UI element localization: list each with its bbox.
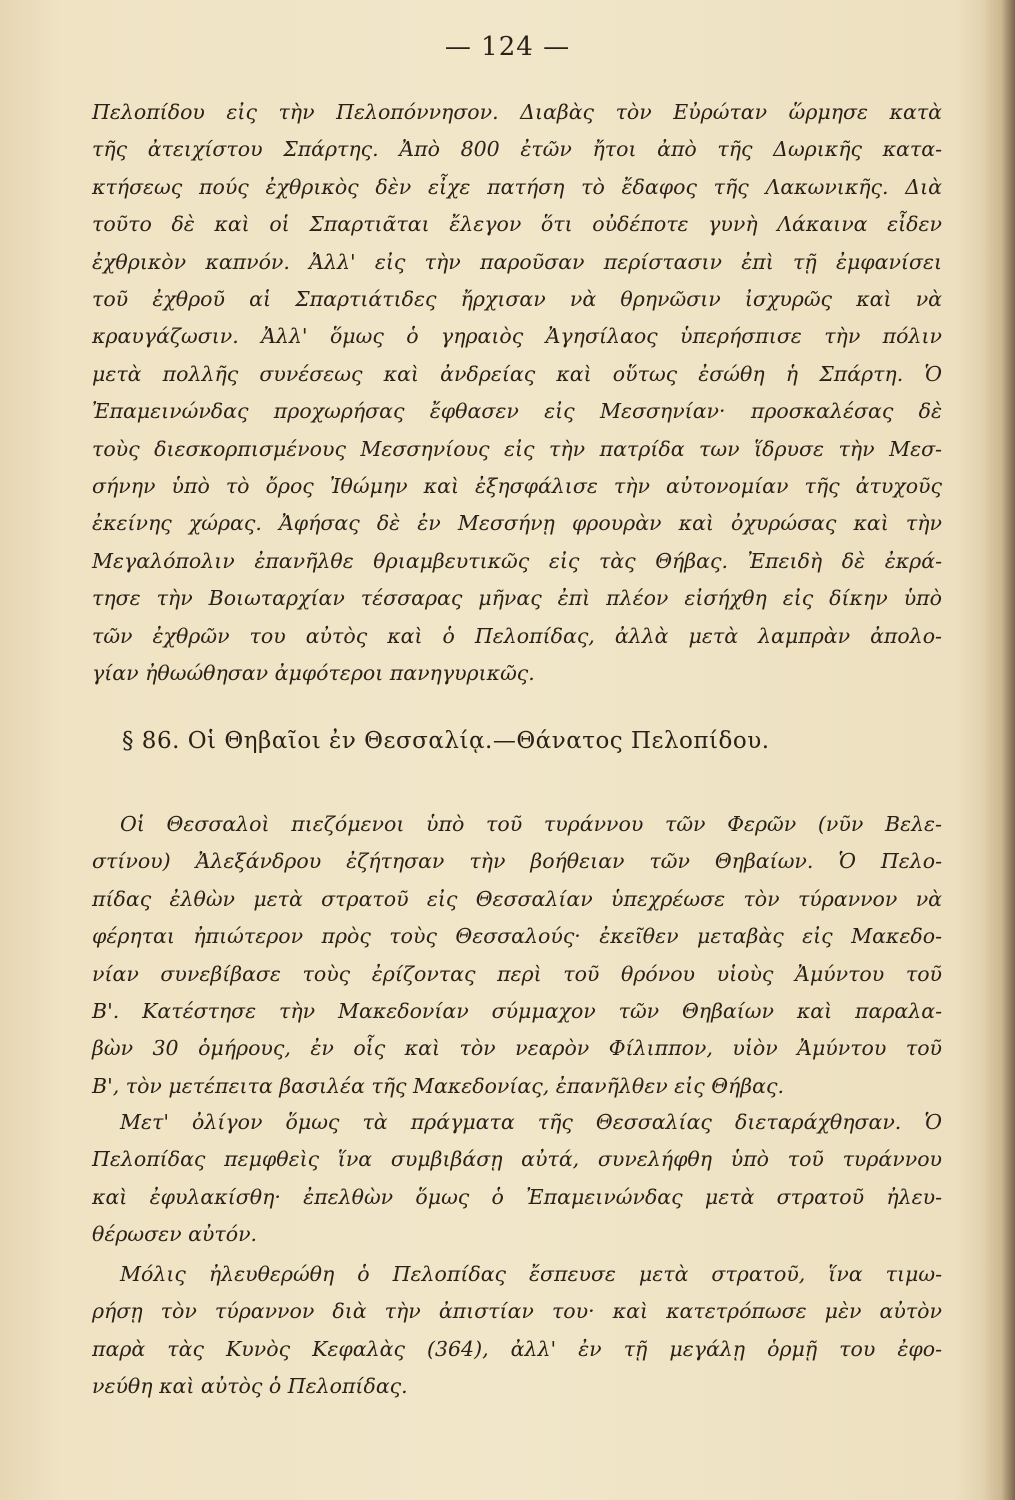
page-edge-shadow [981,0,1015,1500]
section-heading: § 86. Οἱ Θηβαῖοι ἐν Θεσσαλίᾳ.—Θάνατος Πελοπίδου. [122,728,770,754]
text-line: τοὺς διεσκορπισμένους Μεσσηνίους εἰς τὴν πατρίδα των ἵδρυσε τὴν Μεσ- [92,436,942,461]
text-line: παρὰ τὰς Κυνὸς Κεφαλὰς (364), ἀλλ' ἐν τῇ μεγάλῃ ὁρμῇ του ἐφο- [92,1336,942,1361]
text-line: τῶν ἐχθρῶν του αὐτὸς καὶ ὁ Πελοπίδας, ἀλλὰ μετὰ λαμπρὰν ἀπολο- [92,623,942,648]
paragraph-1 [92,94,942,693]
text-line: Β'. Κατέστησε τὴν Μακεδονίαν σύμμαχον τῶν Θηβαίων καὶ παραλα- [92,999,942,1024]
text-line: ἐχθρικὸν καπνόν. Ἀλλ' εἰς τὴν παροῦσαν περίστασιν ἐπὶ τῇ ἐμφανίσει [92,249,942,274]
text-line: Ἐπαμεινώνδας προχωρήσας ἔφθασεν εἰς Μεσσηνίαν· προσκαλέσας δὲ [92,399,942,424]
text-line: καὶ ἐφυλακίσθη· ἐπελθὼν ὅμως ὁ Ἐπαμεινώνδας μετὰ στρατοῦ ἠλευ- [92,1184,942,1209]
text-line: τοῦτο δὲ καὶ οἱ Σπαρτιᾶται ἔλεγον ὅτι οὐδέποτε γυνὴ Λάκαινα εἶδεν [92,212,942,237]
paragraph-2 [92,806,942,1105]
text-line: τοῦ ἐχθροῦ αἱ Σπαρτιάτιδες ἤρχισαν νὰ θρηνῶσιν ἰσχυρῶς καὶ νὰ [92,287,942,312]
text-line: νεύθη καὶ αὐτὸς ὁ Πελοπίδας. [92,1374,408,1399]
text-line: θέρωσεν αὐτόν. [92,1222,258,1247]
text-line: γίαν ἠθωώθησαν ἀμφότεροι πανηγυρικῶς. [92,661,535,686]
text-line: κραυγάζωσιν. Ἀλλ' ὅμως ὁ γηραιὸς Ἀγησίλαος ὑπερήσπισε τὴν πόλιν [92,324,942,349]
page-number: — 124 — [444,32,571,62]
text-line: Πελοπίδου εἰς τὴν Πελοπόννησον. Διαβὰς τὸν Εὐρώταν ὥρμησε κατὰ [92,100,942,124]
text-line: Μόλις ἠλευθερώθη ὁ Πελοπίδας ἔσπευσε μετὰ στρατοῦ, ἵνα τιμω- [120,1262,942,1286]
text-line: Μεγαλόπολιν ἐπανῆλθε θριαμβευτικῶς εἰς τὰς Θήβας. Ἐπειδὴ δὲ ἐκρά- [92,548,942,573]
text-line: τῆς ἀτειχίστου Σπάρτης. Ἀπὸ 800 ἐτῶν ἤτοι ἀπὸ τῆς Δωρικῆς κατα- [92,137,942,162]
text-line: πίδας ἐλθὼν μετὰ στρατοῦ εἰς Θεσσαλίαν ὑπεχρέωσε τὸν τύραννον νὰ [92,886,942,911]
text-line: ρήσῃ τὸν τύραννον διὰ τὴν ἀπιστίαν του· καὶ κατετρόπωσε μὲν αὐτὸν [92,1299,942,1324]
text-line: σήνην ὑπὸ τὸ ὄρος Ἰθώμην καὶ ἐξησφάλισε τὴν αὐτονομίαν τῆς ἀτυχοῦς [92,474,942,499]
paragraph-3 [92,1104,942,1254]
text-line: κτήσεως πούς ἐχθρικὸς δὲν εἶχε πατήση τὸ ἔδαφος τῆς Λακωνικῆς. Διὰ [92,174,942,199]
text-line: φέρηται ἠπιώτερον πρὸς τοὺς Θεσσαλούς· ἐκεῖθεν μεταβὰς εἰς Μακεδο- [92,924,942,949]
text-line: Β', τὸν μετέπειτα βασιλέα τῆς Μακεδονίας, ἐπανῆλθεν εἰς Θήβας. [92,1073,784,1098]
text-line: νίαν συνεβίβασε τοὺς ἐρίζοντας περὶ τοῦ θρόνου υἱοὺς Ἀμύντου τοῦ [92,961,942,986]
text-line: Μετ' ὀλίγον ὅμως τὰ πράγματα τῆς Θεσσαλίας διεταράχθησαν. Ὁ [120,1110,942,1134]
text-line: τησε τὴν Βοιωταρχίαν τέσσαρας μῆνας ἐπὶ πλέον εἰσήχθη εἰς δίκην ὑπὸ [92,586,942,611]
text-line: Πελοπίδας πεμφθεὶς ἵνα συμβιβάσῃ αὐτά, συνελήφθη ὑπὸ τοῦ τυράννου [92,1147,942,1172]
text-line: στίνου) Ἀλεξάνδρου ἐζήτησαν τὴν βοήθειαν τῶν Θηβαίων. Ὁ Πελο- [92,849,942,874]
paragraph-4 [92,1256,942,1406]
text-line: βὼν 30 ὁμήρους, ἐν οἷς καὶ τὸν νεαρὸν Φίλιππον, υἱὸν Ἀμύντου τοῦ [92,1036,942,1061]
text-line: ἐκείνης χώρας. Ἀφήσας δὲ ἐν Μεσσήνῃ φρουρὰν καὶ ὀχυρώσας καὶ τὴν [92,511,942,536]
text-line: μετὰ πολλῆς συνέσεως καὶ ἀνδρείας καὶ οὕτως ἐσώθη ἡ Σπάρτη. Ὁ [92,361,942,386]
text-line: Οἱ Θεσσαλοὶ πιεζόμενοι ὑπὸ τοῦ τυράννου τῶν Φερῶν (νῦν Βελε- [120,812,942,836]
